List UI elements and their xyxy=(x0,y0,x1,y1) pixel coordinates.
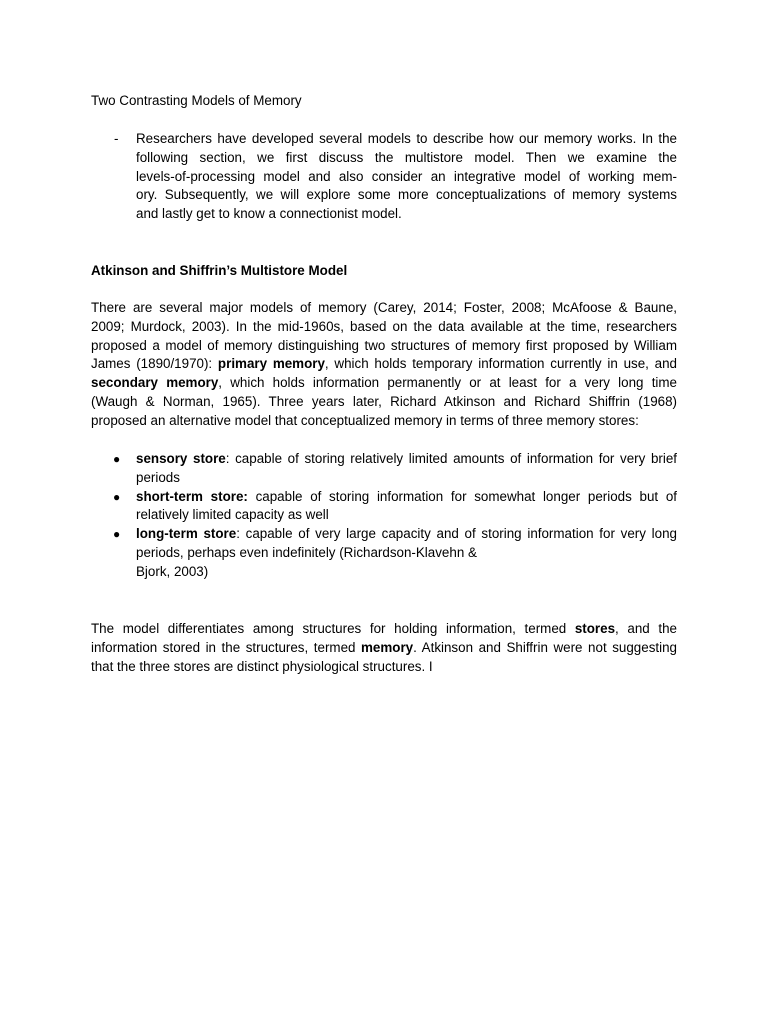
text-run: information stored in the structures, termed xyxy=(91,639,362,655)
text-run: capable of storing information for somewhat longer periods but of xyxy=(247,488,677,504)
paragraph-stores xyxy=(91,620,677,676)
bold-term-memory: memory xyxy=(361,639,414,655)
dash-marker: - xyxy=(114,131,119,146)
paragraph-models xyxy=(91,299,677,431)
intro-line: ory. Subsequently, we will explore some more conceptualizations of memory systems xyxy=(136,187,677,203)
document-title: Two Contrasting Models of Memory xyxy=(91,93,302,108)
paragraph-line: proposed a model of memory distinguishing two structures of memory first proposed by William xyxy=(91,337,677,353)
bullet-line xyxy=(136,488,677,507)
text-run: , and the xyxy=(615,621,677,636)
text-run: , which holds temporary information currently in use, and xyxy=(324,356,677,372)
intro-line: Researchers have developed several models to describe how our memory works. In the xyxy=(136,131,677,146)
bullet-marker: ● xyxy=(113,527,121,542)
bullet-line: periods, perhaps even indefinitely (Richardson-Klavehn & xyxy=(136,544,477,560)
intro-line: following section, we first discuss the multistore model. Then we examine the xyxy=(136,149,677,165)
paragraph-line: that the three stores are distinct physiological structures. I xyxy=(91,658,433,674)
list-item-short-term-store xyxy=(91,488,677,526)
text-run: . Atkinson and Shiffrin were not suggesting xyxy=(413,639,677,655)
paragraph-line: (Waugh & Norman, 1965). Three years later, Richard Atkinson and Richard Shiffrin (1968) xyxy=(91,393,677,409)
intro-line: and lastly get to know a connectionist model. xyxy=(136,206,402,222)
bullet-line: relatively limited capacity as well xyxy=(136,507,329,523)
intro-list-item xyxy=(91,130,677,224)
paragraph-line xyxy=(91,639,677,658)
paragraph-line xyxy=(91,620,677,639)
text-run: The model differentiates among structures for holding information, termed xyxy=(91,621,575,636)
bullet-marker: ● xyxy=(113,489,121,504)
section-heading: Atkinson and Shiffrin’s Multistore Model xyxy=(91,263,348,278)
paragraph-line: proposed an alternative model that conceptualized memory in terms of three memory stores: xyxy=(91,412,639,428)
paragraph-line: 2009; Murdock, 2003). In the mid-1960s, based on the data available at the time, researchers xyxy=(91,318,677,334)
bold-term-stores: stores xyxy=(574,621,616,636)
bold-term-primary-memory: primary memory xyxy=(217,356,325,372)
bold-term-long-term-store: long-term store xyxy=(136,526,237,542)
list-item-sensory-store xyxy=(91,450,677,488)
bold-term-sensory-store: sensory store xyxy=(136,451,226,466)
bullet-marker: ● xyxy=(113,452,121,466)
bullet-line: periods xyxy=(136,469,180,485)
list-item-long-term-store xyxy=(91,525,677,581)
paragraph-line: There are several major models of memory (Carey, 2014; Foster, 2008; McAfoose & Baune, xyxy=(91,300,677,315)
paragraph-line xyxy=(91,355,677,374)
text-run: , which holds information permanently or at least for a very long time xyxy=(218,375,677,391)
text-run: : capable of very large capacity and of storing information for very long xyxy=(236,526,677,542)
intro-dash-list xyxy=(91,130,677,224)
bullet-line xyxy=(136,525,677,544)
bold-term-short-term-store: short-term store: xyxy=(136,488,248,504)
paragraph-line xyxy=(91,374,677,393)
memory-stores-list xyxy=(91,450,677,582)
bullet-line: Bjork, 2003) xyxy=(136,563,209,579)
bold-term-secondary-memory: secondary memory xyxy=(91,375,219,391)
text-run: James (1890/1970): xyxy=(91,356,218,372)
bullet-line xyxy=(136,450,677,469)
text-run: : capable of storing relatively limited amounts of information for very brief xyxy=(225,451,677,466)
intro-line: levels-of-processing model and also consider an integrative model of working mem- xyxy=(136,168,677,184)
